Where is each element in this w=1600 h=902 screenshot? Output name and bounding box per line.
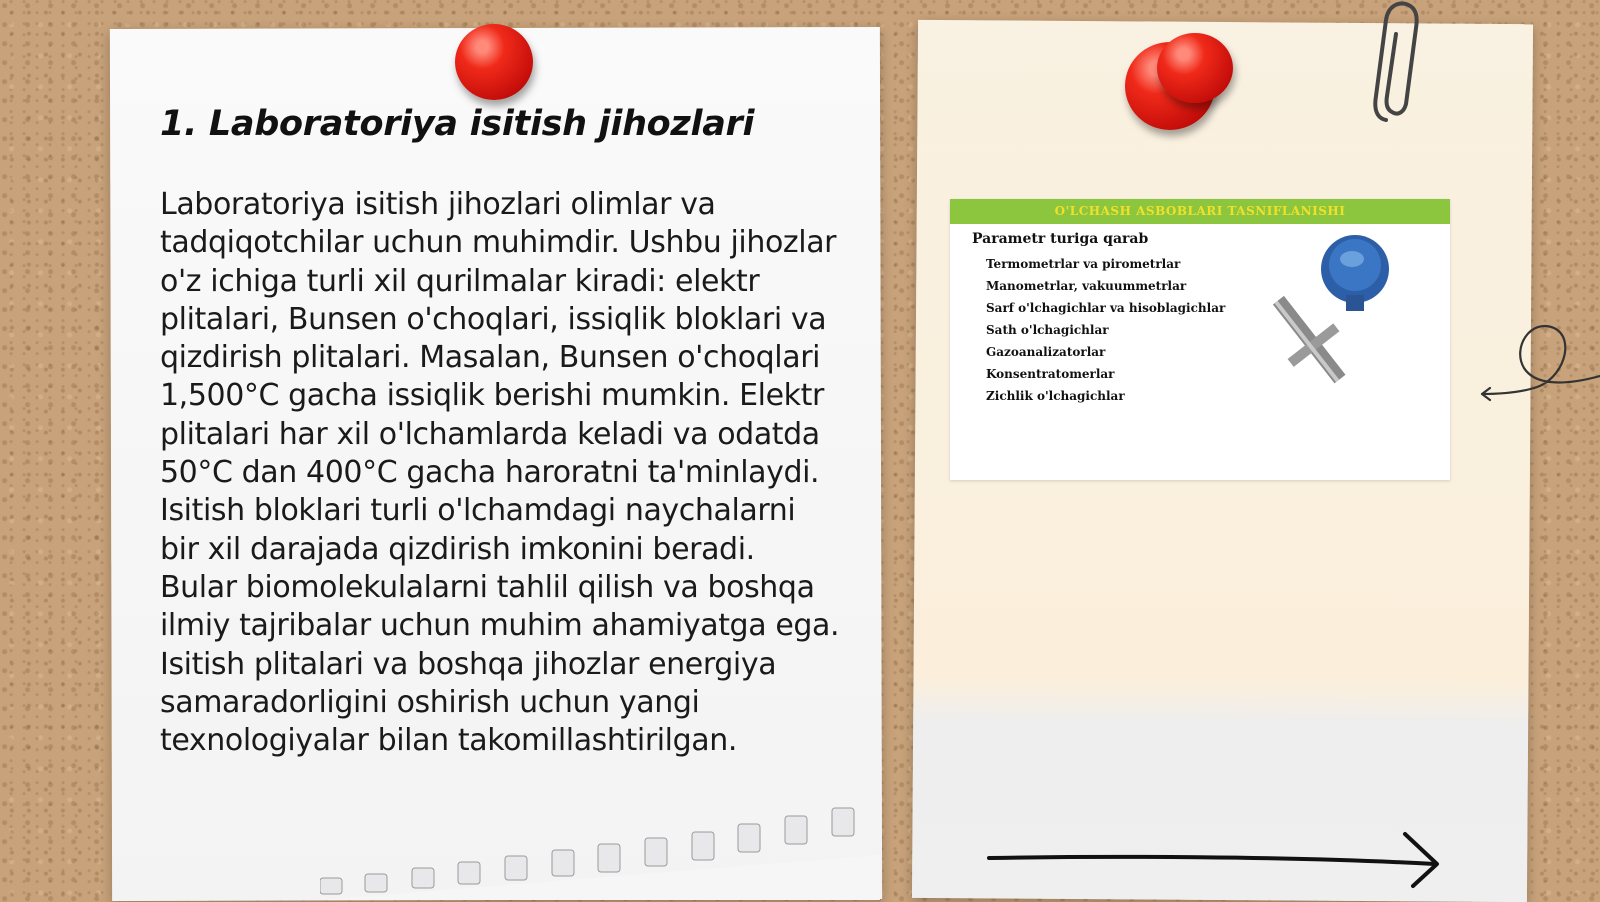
slide-image [950,199,1450,480]
page-title: 1. Laboratoriya isitish jihozlari [160,104,755,144]
slide-header: O'LCHASH ASBOBLARI TASNIFLANISHI [950,199,1450,224]
list-item: Konsentratomerlar [986,367,1115,381]
list-item: Sarf o'lchagichlar va hisoblagichlar [986,301,1226,315]
push-pin-icon [455,24,533,100]
push-pin-icon [1157,33,1233,103]
string-loop-icon [1478,310,1600,410]
slide-list [986,254,1225,408]
body-paragraph: Laboratoriya isitish jihozlari olimlar va tadqiqotchilar uchun muhimdir. Ushbu jihozlar o'z ichiga turli xil qurilmalar kiradi: elektr plitalari, Bunsen o'choqlari, issiqlik bloklari va qizdirish plitalari. Masalan, Bunsen o'choqlari 1,500°C gacha issiqlik berishi mumkin. Elektr plitalari har xil o'lchamlarda keladi va odatda 50°C dan 400°C gacha haroratni ta'minlaydi. Isitish bloklari turli o'lchamdagi naychalarni bir xil darajada qizdirish imkonini beradi. Bular biomolekulalarni tahlil qilish va boshqa ilmiy tajribalar uchun muhim ahamiyatga ega. Isitish plitalari va boshqa jihozlar energiya samaradorligini oshirish uchun yangi texnologiyalar bilan takomillashtirilgan. [160,187,840,759]
sensor-device-icon [1240,229,1410,389]
list-item: Gazoanalizatorlar [986,345,1106,359]
paper-clip-icon [1372,0,1422,125]
torn-tabs [320,800,880,900]
list-item: Sath o'lchagichlar [986,323,1109,337]
arrow-right-icon [985,830,1445,890]
list-item: Termometrlar va pirometrlar [986,257,1181,271]
list-item: Zichlik o'lchagichlar [986,389,1125,403]
list-item: Manometrlar, vakuummetrlar [986,279,1187,293]
slide-heading: Parametr turiga qarab [972,231,1149,247]
